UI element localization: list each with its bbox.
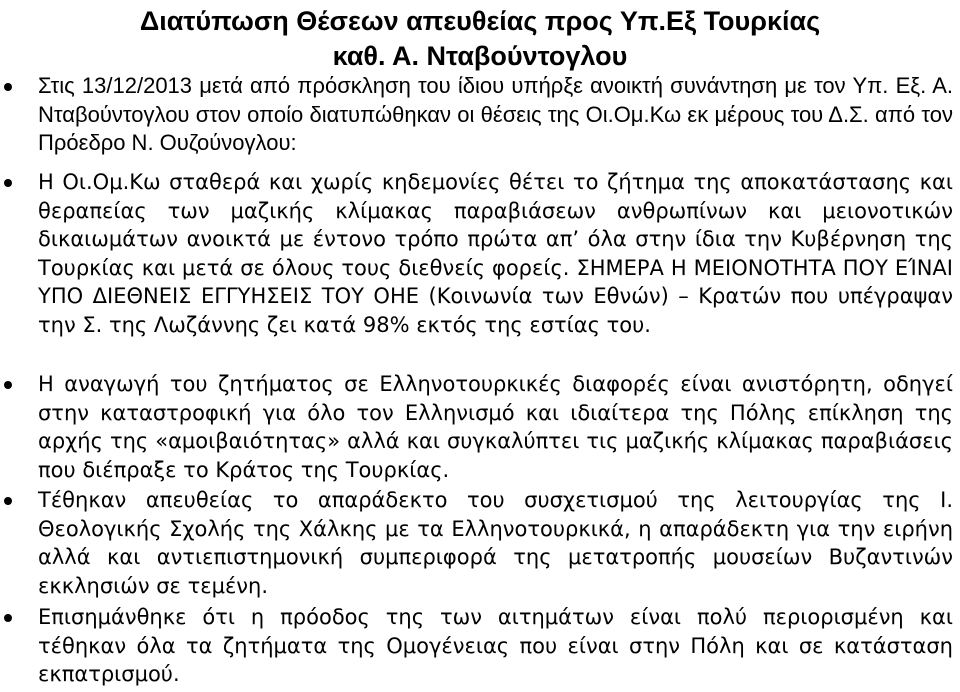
title-line-1: Διατύπωση Θέσεων απευθείας προς Υπ.Εξ Τουρκίας: [139, 6, 821, 36]
bullet-text-caps: ΣΗΜΕΡΑ Η ΜΕΙΟΝΟΤΗΤΑ ΠΟΥ ΕΊΝΑΙ ΥΠΟ ΔΙΕΘΝΕΙΣ ΕΓΓΥΗΣΕΙΣ ΤΟΥ ΟΗΕ (Κοινωνία των Εθνών) – Κρατών που υπέγραψαν την Σ. της Λωζάννης ζει κατά 98% εκτός της εστίας του.: [38, 255, 953, 337]
bullet-dot: [4, 179, 12, 187]
bullet-reduction: [38, 370, 953, 484]
bullet-text: Τέθηκαν απευθείας το απαράδεκτο του συσχετισμού της λειτουργίας της Ι. Θεολογικής Σχολής της Χάλκης με τα Ελληνοτουρκικά, η απαράδεκτη για την ειρήνη αλλά και αντιεπιστημονική συμπεριφορά της μετατροπής μουσείων Βυζαντινών εκκλησιών σε τεμένη.: [38, 488, 953, 598]
bullet-dot: [4, 381, 12, 389]
bullet-progress: [38, 603, 953, 689]
bullet-dot: [4, 497, 12, 505]
bullet-text: Επισημάνθηκε ότι η πρόοδος της των αιτημάτων είναι πολύ περιορισμένη και τέθηκαν όλα τα ζητήματα της Ομογένειας που είναι στην Πόλη και σε κατάσταση εκπατρισμού.: [38, 605, 953, 687]
bullet-halki: [38, 486, 953, 600]
bullet-meeting: [38, 72, 953, 158]
bullet-text: Η αναγωγή του ζητήματος σε Ελληνοτουρκικές διαφορές είναι ανιστόρητη, οδηγεί στην καταστροφική για όλο τον Ελληνισμό και ιδιαίτερα της Πόλης επίκληση της αρχής της «αμοιβαιότητας» αλλά και συγκαλύπτει τις μαζικής κλίμακας παραβιάσεις που διέπραξε το Κράτος της Τουρκίας.: [38, 372, 953, 482]
bullet-position: [38, 168, 953, 340]
bullet-dot: [4, 614, 12, 622]
bullet-text: Η Οι.Ομ.Κω σταθερά και χωρίς κηδεμονίες θέτει το ζήτημα της αποκατάστασης και θεραπείας των μαζικής κλίμακας παραβιάσεων ανθρωπίνων και μειονοτικών δικαιωμάτων ανοικτά με έντονο τρόπο πρώτα απ’ όλα στην ίδια την Κυβέρνηση της Τουρκίας και μετά σε όλους τους διεθνείς φορείς.: [38, 170, 953, 280]
bullet-text: Στις 13/12/2013 μετά από πρόσκληση του ίδιου υπήρξε ανοικτή συνάντηση με τον Υπ. Εξ. Α. Νταβούντογλου στον οποίο διατυπώθηκαν οι θέσεις της Οι.Ομ.Κω εκ μέρους του Δ.Σ. από τον Πρόεδρο Ν. Ουζούνογλου:: [38, 73, 953, 156]
bullet-dot: [4, 83, 12, 91]
title-line-2: καθ. Α. Νταβούντογλου: [332, 41, 628, 71]
